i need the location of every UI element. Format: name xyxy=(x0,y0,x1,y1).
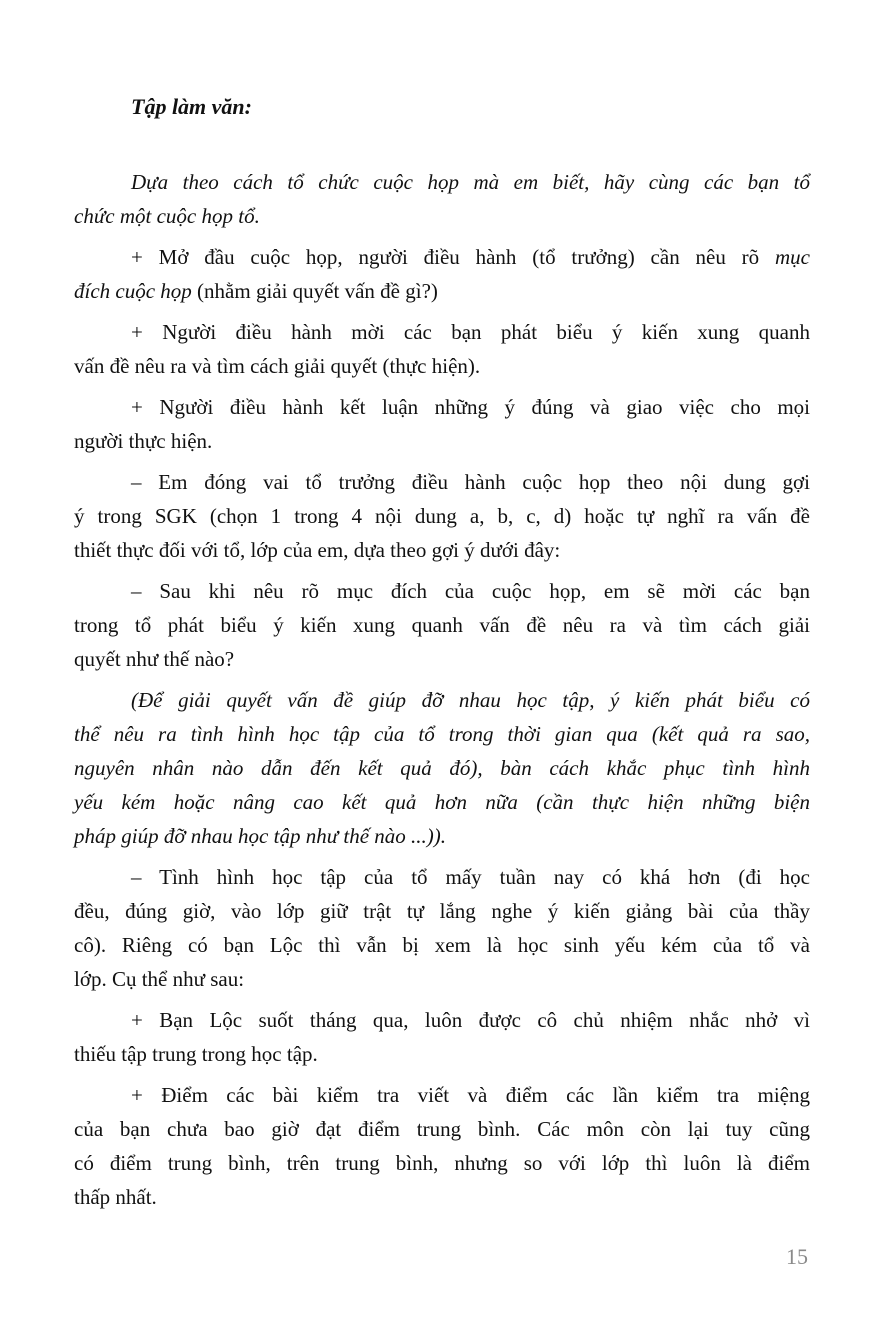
text-line xyxy=(74,390,810,424)
text-run: – Tình hình học tập của tổ mấy tuần nay có khá hơn (đi học xyxy=(131,865,810,889)
text-run: cô). Riêng có bạn Lộc thì vẫn bị xem là học sinh yếu kém của tổ và xyxy=(74,933,810,957)
text-line xyxy=(74,894,810,928)
text-run: – Sau khi nêu rõ mục đích của cuộc họp, em sẽ mời các bạn xyxy=(131,579,810,603)
text-run: pháp giúp đỡ nhau học tập như thế nào ...)). xyxy=(74,824,447,848)
text-run: có điểm trung bình, trên trung bình, nhưng so với lớp thì luôn là điểm xyxy=(74,1151,810,1175)
text-line xyxy=(74,785,810,819)
text-line xyxy=(74,1003,810,1037)
paragraph xyxy=(74,465,810,567)
body-text xyxy=(74,165,810,1221)
text-line xyxy=(74,1180,810,1214)
text-run: Dựa theo cách tổ chức cuộc họp mà em biết, hãy cùng các bạn tổ xyxy=(131,170,810,194)
text-line xyxy=(74,199,810,233)
text-run: đều, đúng giờ, vào lớp giữ trật tự lắng nghe ý kiến giảng bài của thầy xyxy=(74,899,810,923)
text-line xyxy=(74,533,810,567)
text-run: trong tổ phát biểu ý kiến xung quanh vấn đề nêu ra và tìm cách giải xyxy=(74,613,810,637)
section-heading: Tập làm văn: xyxy=(131,94,252,119)
text-run: đích cuộc họp xyxy=(74,279,192,303)
text-line xyxy=(74,1146,810,1180)
text-line xyxy=(74,1037,810,1071)
text-line xyxy=(74,819,810,853)
text-run: lớp. Cụ thể như sau: xyxy=(74,967,245,991)
text-run: chức một cuộc họp tổ. xyxy=(74,204,260,228)
text-run: thể nêu ra tình hình học tập của tổ trong thời gian qua (kết quả ra sao, xyxy=(74,722,810,746)
text-run: của bạn chưa bao giờ đạt điểm trung bình. Các môn còn lại tuy cũng xyxy=(74,1117,810,1141)
text-line xyxy=(74,465,810,499)
text-line xyxy=(74,424,810,458)
paragraph xyxy=(74,1003,810,1071)
text-run: mục xyxy=(775,245,810,269)
text-run: người thực hiện. xyxy=(74,429,213,453)
text-run: – Em đóng vai tổ trưởng điều hành cuộc họp theo nội dung gợi xyxy=(131,470,810,494)
text-line xyxy=(74,499,810,533)
text-run: vấn đề nêu ra và tìm cách giải quyết (thực hiện). xyxy=(74,354,481,378)
text-line xyxy=(74,240,810,274)
text-run: thấp nhất. xyxy=(74,1185,157,1209)
text-line xyxy=(74,165,810,199)
text-run: (Để giải quyết vấn đề giúp đỡ nhau học tập, ý kiến phát biểu có xyxy=(131,688,810,712)
text-line xyxy=(74,349,810,383)
text-line xyxy=(74,608,810,642)
paragraph xyxy=(74,315,810,383)
text-run: thiếu tập trung trong học tập. xyxy=(74,1042,318,1066)
paragraph xyxy=(74,860,810,996)
text-run: + Bạn Lộc suốt tháng qua, luôn được cô chủ nhiệm nhắc nhở vì xyxy=(131,1008,810,1032)
paragraph xyxy=(74,683,810,853)
text-line xyxy=(74,642,810,676)
text-run: ý trong SGK (chọn 1 trong 4 nội dung a, b, c, d) hoặc tự nghĩ ra vấn đề xyxy=(74,504,810,528)
text-run: nguyên nhân nào dẫn đến kết quả đó), bàn cách khắc phục tình hình xyxy=(74,756,810,780)
text-run: + Điểm các bài kiểm tra viết và điểm các lần kiểm tra miệng xyxy=(131,1083,810,1107)
text-line xyxy=(74,1112,810,1146)
text-run: + Người điều hành mời các bạn phát biểu ý kiến xung quanh xyxy=(131,320,810,344)
paragraph xyxy=(74,165,810,233)
text-line xyxy=(74,1078,810,1112)
paragraph xyxy=(74,574,810,676)
text-run: + Mở đầu cuộc họp, người điều hành (tổ trưởng) cần nêu rõ xyxy=(131,245,775,269)
text-line xyxy=(74,860,810,894)
text-run: + Người điều hành kết luận những ý đúng và giao việc cho mọi xyxy=(131,395,810,419)
text-run: quyết như thế nào? xyxy=(74,647,235,671)
text-run: yếu kém hoặc nâng cao kết quả hơn nữa (cần thực hiện những biện xyxy=(74,790,810,814)
text-line xyxy=(74,274,810,308)
text-line xyxy=(74,683,810,717)
text-line xyxy=(74,574,810,608)
text-line xyxy=(74,315,810,349)
text-run: (nhằm giải quyết vấn đề gì?) xyxy=(191,279,438,303)
text-line xyxy=(74,717,810,751)
text-line xyxy=(74,928,810,962)
paragraph xyxy=(74,1078,810,1214)
text-line xyxy=(74,962,810,996)
text-run: thiết thực đối với tổ, lớp của em, dựa theo gợi ý dưới đây: xyxy=(74,538,561,562)
text-line xyxy=(74,751,810,785)
paragraph xyxy=(74,240,810,308)
paragraph xyxy=(74,390,810,458)
page-number: 15 xyxy=(786,1244,808,1269)
